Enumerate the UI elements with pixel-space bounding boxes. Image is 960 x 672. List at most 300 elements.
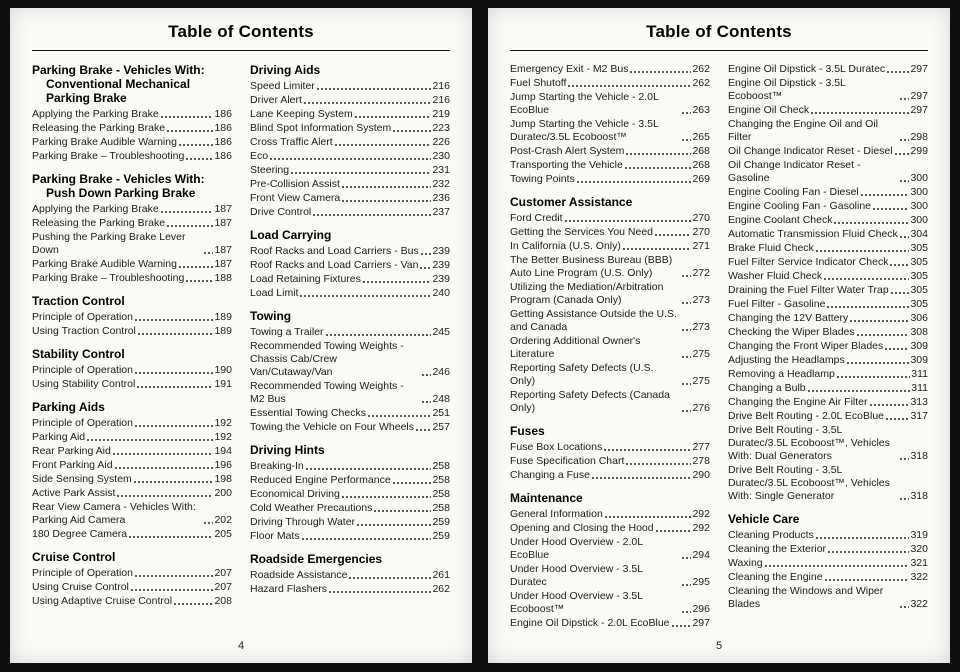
toc-entry [250, 108, 450, 121]
toc-entry [510, 254, 710, 280]
dot-leader [392, 474, 432, 487]
toc-entry-label: Load Limit [250, 287, 299, 299]
dot-leader [807, 382, 911, 395]
dot-leader [815, 529, 910, 542]
toc-entry-label: Ordering Additional Owner's Literature [510, 335, 641, 360]
dot-leader [824, 571, 910, 584]
dot-leader [421, 380, 431, 406]
toc-entry-label: Pre-Collision Assist [250, 178, 340, 190]
toc-entry-label: Checking the Wiper Blades [728, 326, 855, 338]
toc-entry-label: Drive Belt Routing - 3.5L Duratec/3.5L Ecoboost™, Vehicles With: Single Generator [728, 464, 890, 502]
dot-leader [681, 254, 691, 280]
toc-page-ref: 273 [692, 321, 710, 333]
dot-leader [899, 228, 910, 241]
toc-page-ref: 257 [432, 421, 450, 433]
dot-leader [856, 326, 910, 339]
toc-entry-label: Using Stability Control [32, 378, 136, 390]
dot-leader [173, 595, 213, 608]
toc-entry [510, 522, 710, 535]
toc-section-heading: Towing [250, 309, 292, 323]
toc-entry-label: Oil Change Indicator Reset - Diesel [728, 145, 893, 157]
toc-entry [32, 473, 232, 486]
toc-page-ref: 189 [214, 311, 232, 323]
toc-page-ref: 263 [692, 104, 710, 116]
toc-page-ref: 207 [214, 581, 232, 593]
toc-entry [728, 312, 928, 325]
toc-entry [250, 122, 450, 135]
toc-entry-label: Engine Oil Dipstick - 3.5L Ecoboost™ [728, 77, 846, 102]
toc-page-ref: 305 [910, 270, 928, 282]
toc-entry-label: Fuel Filter Service Indicator Check [728, 256, 889, 268]
dot-leader [160, 108, 214, 121]
toc-entry-label: Removing a Headlamp [728, 368, 835, 380]
dot-leader [178, 136, 214, 149]
toc-entry [32, 501, 232, 527]
toc-entry [728, 298, 928, 311]
toc-entry [250, 340, 450, 379]
toc-entry-label: Using Adaptive Cruise Control [32, 595, 173, 607]
toc-column-2 [250, 63, 450, 609]
dot-leader [810, 104, 909, 117]
toc-page-ref: 271 [692, 240, 710, 252]
toc-entry-label: Parking Brake – Troubleshooting [32, 150, 185, 162]
toc-page-ref: 223 [432, 122, 450, 134]
toc-page-ref: 272 [692, 267, 710, 279]
dot-leader [603, 441, 691, 454]
dot-leader [166, 217, 213, 230]
dot-leader [564, 212, 692, 225]
toc-entry-label: Cleaning the Engine [728, 571, 823, 583]
toc-entry [32, 459, 232, 472]
toc-page-ref: 187 [214, 217, 232, 229]
toc-page-ref: 258 [432, 460, 450, 472]
toc-page-ref: 259 [432, 530, 450, 542]
toc-page-ref: 311 [911, 368, 928, 380]
toc-entry-label: Towing a Trailer [250, 326, 324, 338]
toc-entry-label: Cold Weather Precautions [250, 502, 373, 514]
toc-entry [728, 326, 928, 339]
dot-leader [846, 354, 910, 367]
toc-entry-label: Reporting Safety Defects (Canada Only) [510, 389, 670, 414]
toc-page-ref: 186 [214, 108, 232, 120]
toc-page-ref: 306 [910, 312, 928, 324]
toc-entry [728, 557, 928, 570]
dot-leader [885, 410, 909, 423]
dot-leader [116, 487, 213, 500]
toc-entry [728, 77, 928, 103]
toc-entry-label: Drive Control [250, 206, 312, 218]
toc-entry-label: Recommended Towing Weights - M2 Bus [250, 380, 404, 405]
toc-entry [32, 150, 232, 163]
dot-leader [348, 569, 431, 582]
toc-page-ref: 296 [692, 603, 710, 615]
dot-leader [299, 287, 431, 300]
dot-leader [681, 389, 691, 415]
toc-entry [510, 455, 710, 468]
dot-leader [622, 240, 692, 253]
toc-page-ref: 305 [910, 256, 928, 268]
toc-page-ref: 230 [432, 150, 450, 162]
dot-leader [681, 91, 691, 117]
dot-leader [203, 501, 213, 527]
toc-entry [728, 382, 928, 395]
toc-entry [32, 203, 232, 216]
toc-entry [250, 460, 450, 473]
toc-entry-label: The Better Business Bureau (BBB) Auto Line Program (U.S. Only) [510, 254, 673, 279]
toc-entry-label: Parking Brake Audible Warning [32, 136, 177, 148]
toc-entry [250, 287, 450, 300]
dot-leader [134, 417, 213, 430]
dot-leader [872, 200, 909, 213]
toc-entry [250, 569, 450, 582]
toc-page-ref: 239 [432, 273, 450, 285]
toc-entry-label: Utilizing the Mediation/Arbitration Program (Canada Only) [510, 281, 664, 306]
toc-entry-label: Roof Racks and Load Carriers - Van [250, 259, 419, 271]
toc-entry-label: Releasing the Parking Brake [32, 217, 166, 229]
toc-section-heading: Parking Brake - Vehicles With: Conventional Mechanical Parking Brake [32, 63, 205, 105]
toc-page-ref: 231 [432, 164, 450, 176]
toc-entry [32, 581, 232, 594]
dot-leader [316, 80, 432, 93]
dot-leader [654, 226, 691, 239]
toc-entry-label: Principle of Operation [32, 417, 133, 429]
toc-page-ref: 258 [432, 474, 450, 486]
dot-leader [334, 136, 432, 149]
toc-column-4 [728, 63, 928, 631]
toc-entry [728, 368, 928, 381]
toc-entry-label: Opening and Closing the Hood [510, 522, 654, 534]
toc-entry-label: Rear View Camera - Vehicles With: Parking Aid Camera [32, 501, 196, 526]
dot-leader [869, 396, 910, 409]
toc-page-ref: 208 [214, 595, 232, 607]
dot-leader [899, 77, 909, 103]
toc-section-heading: Driving Aids [250, 63, 321, 77]
toc-page-ref: 305 [910, 242, 928, 254]
dot-leader [367, 407, 432, 420]
toc-entry-label: Floor Mats [250, 530, 300, 542]
toc-entry-label: Reporting Safety Defects (U.S. Only) [510, 362, 654, 387]
toc-entry-label: Applying the Parking Brake [32, 108, 159, 120]
dot-leader [112, 445, 214, 458]
toc-entry-label: 180 Degree Camera [32, 528, 128, 540]
toc-entry-label: Oil Change Indicator Reset - Gasoline [728, 159, 861, 184]
toc-entry [250, 94, 450, 107]
toc-entry-label: Reduced Engine Performance [250, 474, 391, 486]
toc-page-ref: 268 [692, 145, 710, 157]
toc-entry [32, 567, 232, 580]
dot-leader [178, 258, 214, 271]
toc-entry [250, 178, 450, 191]
toc-entry [250, 259, 450, 272]
toc-page-ref: 319 [910, 529, 928, 541]
toc-page-ref: 273 [692, 294, 710, 306]
toc-entry-label: Engine Oil Check [728, 104, 810, 116]
dot-leader [185, 150, 213, 163]
toc-page-ref: 246 [432, 366, 450, 378]
toc-entry [728, 159, 928, 185]
dot-leader [203, 231, 213, 257]
dot-leader [567, 77, 691, 90]
dot-leader [133, 473, 214, 486]
dot-leader [137, 325, 214, 338]
dot-leader [128, 528, 213, 541]
toc-page-ref: 318 [910, 490, 928, 502]
toc-entry-label: Changing the 12V Battery [728, 312, 849, 324]
dot-leader [894, 145, 910, 158]
toc-entry [510, 335, 710, 361]
toc-page-ref: 186 [214, 150, 232, 162]
dot-leader [899, 585, 909, 611]
dot-leader [136, 378, 213, 391]
dot-leader [671, 617, 692, 630]
dot-leader [624, 159, 692, 172]
toc-entry-label: Jump Starting the Vehicle - 2.0L EcoBlue [510, 91, 659, 116]
toc-entry-label: Driving Through Water [250, 516, 356, 528]
dot-leader [130, 581, 214, 594]
toc-entry [32, 487, 232, 500]
toc-page-ref: 270 [692, 212, 710, 224]
toc-entry-label: Cleaning Products [728, 529, 814, 541]
toc-entry [32, 595, 232, 608]
toc-page-ref: 187 [214, 244, 232, 256]
toc-entry [32, 445, 232, 458]
toc-entry [728, 529, 928, 542]
toc-entry [728, 284, 928, 297]
toc-entry-label: Lane Keeping System [250, 108, 353, 120]
toc-entry-label: Post-Crash Alert System [510, 145, 625, 157]
toc-entry-label: Essential Towing Checks [250, 407, 366, 419]
toc-page-ref: 275 [692, 348, 710, 360]
toc-entry-label: Engine Oil Dipstick - 2.0L EcoBlue [510, 617, 670, 629]
toc-entry [250, 407, 450, 420]
toc-column-3 [510, 63, 710, 631]
toc-entry [510, 389, 710, 415]
dot-leader [269, 150, 431, 163]
toc-page-ref: 236 [432, 192, 450, 204]
toc-page-ref: 299 [910, 145, 928, 157]
toc-entry-label: Speed Limiter [250, 80, 315, 92]
toc-page-ref: 189 [214, 325, 232, 337]
toc-entry-label: Waxing [728, 557, 763, 569]
toc-entry [250, 530, 450, 543]
toc-entry [32, 431, 232, 444]
toc-page-ref: 262 [432, 583, 450, 595]
toc-entry [728, 424, 928, 463]
toc-page-ref: 300 [910, 200, 928, 212]
toc-entry [728, 464, 928, 503]
toc-page-ref: 207 [214, 567, 232, 579]
toc-page-ref: 276 [692, 402, 710, 414]
toc-entry [32, 378, 232, 391]
dot-leader [836, 368, 910, 381]
dot-leader [899, 424, 909, 463]
dot-leader [362, 273, 432, 286]
dot-leader [160, 203, 214, 216]
toc-entry [510, 590, 710, 616]
toc-page-ref: 190 [214, 364, 232, 376]
dot-leader [303, 94, 432, 107]
toc-entry-label: Changing the Front Wiper Blades [728, 340, 884, 352]
dot-leader [591, 469, 691, 482]
dot-leader [354, 108, 432, 121]
toc-page-ref: 192 [214, 431, 232, 443]
toc-entry [32, 528, 232, 541]
toc-page-ref: 259 [432, 516, 450, 528]
toc-entry [728, 270, 928, 283]
toc-entry-label: Steering [250, 164, 290, 176]
toc-entry-label: Towing the Vehicle on Four Wheels [250, 421, 415, 433]
page-number: 4 [237, 640, 245, 652]
toc-entry [728, 242, 928, 255]
toc-page-right [488, 8, 950, 663]
dot-leader [114, 459, 214, 472]
toc-entry-label: Parking Brake Audible Warning [32, 258, 177, 270]
toc-page-ref: 278 [692, 455, 710, 467]
toc-entry [510, 212, 710, 225]
toc-entry-label: Engine Coolant Check [728, 214, 833, 226]
toc-page-ref: 258 [432, 502, 450, 514]
dot-leader [301, 530, 432, 543]
toc-entry [250, 136, 450, 149]
toc-section-heading: Parking Brake - Vehicles With: Push Down Parking Brake [32, 172, 205, 200]
toc-entry [32, 136, 232, 149]
toc-page-ref: 237 [432, 206, 450, 218]
toc-section-heading: Parking Aids [32, 400, 105, 414]
dot-leader [681, 563, 691, 589]
toc-entry [32, 231, 232, 257]
toc-page-ref: 304 [910, 228, 928, 240]
toc-entry [250, 150, 450, 163]
toc-entry-label: Using Traction Control [32, 325, 136, 337]
toc-entry-label: In California (U.S. Only) [510, 240, 621, 252]
toc-entry-label: Fuel Shutoff [510, 77, 567, 89]
dot-leader [373, 502, 431, 515]
toc-page-ref: 187 [214, 258, 232, 270]
toc-page-ref: 219 [432, 108, 450, 120]
toc-section-heading: Load Carrying [250, 228, 332, 242]
toc-entry [250, 326, 450, 339]
toc-entry-label: Recommended Towing Weights - Chassis Cab/Crew Van/Cutaway/Van [250, 340, 404, 378]
toc-page-ref: 297 [692, 617, 710, 629]
toc-page-ref: 202 [214, 514, 232, 526]
dot-leader [576, 173, 692, 186]
toc-entry-label: Economical Driving [250, 488, 340, 500]
toc-entry-label: Draining the Fuel Filter Water Trap [728, 284, 889, 296]
toc-entry [250, 502, 450, 515]
dot-leader [681, 281, 691, 307]
toc-page-ref: 308 [910, 326, 928, 338]
dot-leader [134, 311, 213, 324]
toc-entry [510, 508, 710, 521]
toc-entry [728, 214, 928, 227]
toc-page-ref: 305 [910, 298, 928, 310]
toc-page-ref: 298 [910, 131, 928, 143]
toc-entry-label: Principle of Operation [32, 567, 133, 579]
dot-leader [305, 460, 432, 473]
toc-section-heading: Cruise Control [32, 550, 116, 564]
toc-entry [510, 536, 710, 562]
toc-entry-label: Jump Starting the Vehicle - 3.5L Duratec/3.5L Ecoboost™ [510, 118, 659, 143]
toc-page-ref: 322 [910, 571, 928, 583]
toc-entry-label: Active Park Assist [32, 487, 116, 499]
toc-entry [728, 256, 928, 269]
toc-entry-label: Roof Racks and Load Carriers - Bus [250, 245, 419, 257]
dot-leader [185, 272, 213, 285]
toc-section-heading: Traction Control [32, 294, 125, 308]
toc-entry [32, 325, 232, 338]
toc-page-ref: 294 [692, 549, 710, 561]
toc-entry [510, 77, 710, 90]
toc-page-ref: 239 [432, 259, 450, 271]
toc-entry [510, 281, 710, 307]
toc-page-left [10, 8, 472, 663]
toc-page-ref: 245 [432, 326, 450, 338]
toc-entry [250, 80, 450, 93]
toc-page-ref: 198 [214, 473, 232, 485]
dot-leader [833, 214, 909, 227]
toc-page-ref: 205 [214, 528, 232, 540]
toc-entry-label: Adjusting the Headlamps [728, 354, 845, 366]
toc-entry [728, 410, 928, 423]
toc-section-heading: Vehicle Care [728, 512, 800, 526]
toc-section-heading: Roadside Emergencies [250, 552, 383, 566]
toc-entry [250, 421, 450, 434]
toc-page-ref: 268 [692, 159, 710, 171]
toc-entry-label: Parking Brake – Troubleshooting [32, 272, 185, 284]
toc-column-1 [32, 63, 232, 609]
dot-leader [827, 543, 909, 556]
toc-entry-label: Getting Assistance Outside the U.S. and Canada [510, 308, 677, 333]
page-number: 5 [715, 640, 723, 652]
dot-leader [823, 270, 909, 283]
toc-entry [728, 186, 928, 199]
toc-page-ref: 196 [214, 459, 232, 471]
toc-entry-label: Changing a Fuse [510, 469, 590, 481]
toc-page-ref: 216 [432, 80, 450, 92]
toc-entry [728, 354, 928, 367]
dot-leader [815, 242, 910, 255]
dot-leader [681, 308, 691, 334]
toc-entry [250, 245, 450, 258]
toc-entry [728, 145, 928, 158]
toc-entry [250, 474, 450, 487]
toc-entry-label: Brake Fluid Check [728, 242, 814, 254]
toc-page-ref: 300 [910, 172, 928, 184]
toc-entry-label: Side Sensing System [32, 473, 132, 485]
dot-leader [629, 63, 691, 76]
toc-entry-label: Drive Belt Routing - 3.5L Duratec/3.5L Ecoboost™, Vehicles With: Dual Generators [728, 424, 890, 462]
toc-page-ref: 200 [214, 487, 232, 499]
toc-page-ref: 300 [910, 214, 928, 226]
toc-entry [32, 311, 232, 324]
toc-entry-label: Cross Traffic Alert [250, 136, 333, 148]
toc-section-heading: Fuses [510, 424, 545, 438]
toc-entry-label: Drive Belt Routing - 2.0L EcoBlue [728, 410, 885, 422]
toc-entry [510, 362, 710, 388]
dot-leader [625, 145, 691, 158]
toc-page-ref: 277 [692, 441, 710, 453]
toc-page-ref: 251 [432, 407, 450, 419]
toc-entry [510, 617, 710, 630]
toc-page-ref: 317 [910, 410, 928, 422]
toc-entry [510, 469, 710, 482]
dot-leader [341, 178, 432, 191]
toc-entry-label: Towing Points [510, 173, 575, 185]
toc-page-ref: 186 [214, 122, 232, 134]
toc-page-ref: 191 [214, 378, 232, 390]
toc-entry [510, 226, 710, 239]
toc-entry [728, 571, 928, 584]
